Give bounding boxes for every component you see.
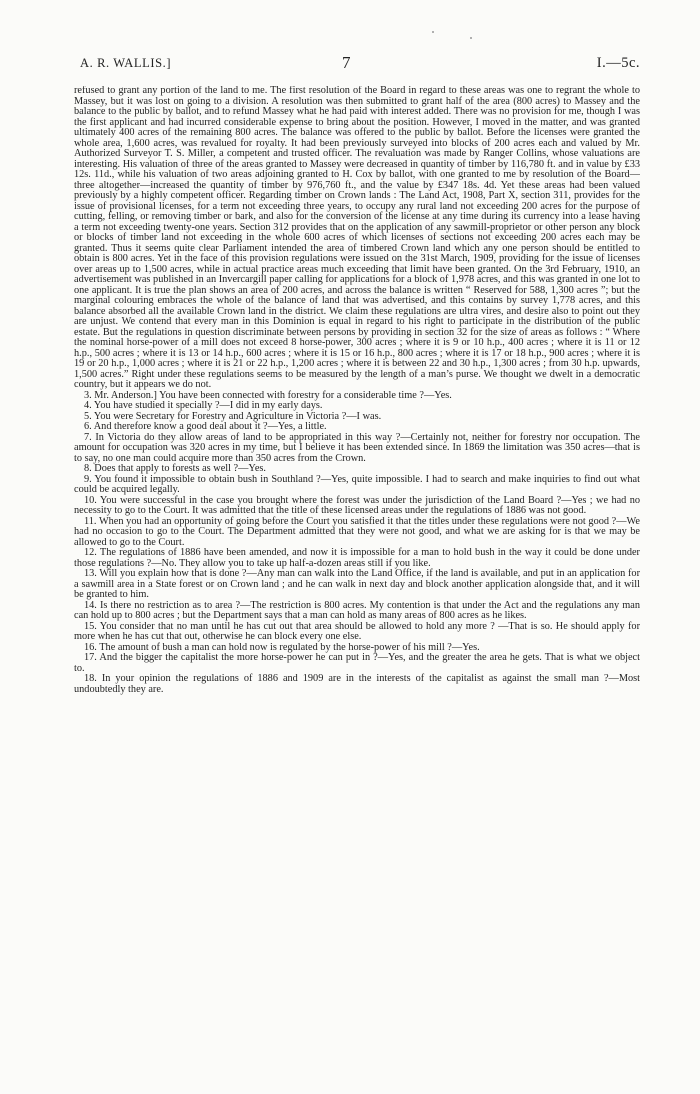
paragraph-question-11: 11. When you had an opportunity of going before the Court you satisfied it that the titles under these regulations were not good ?—We had no occasion to go to the Court. The Department admitted that they were not good, and what we are asking for is that we may be allowed to go to the Court. bbox=[74, 515, 640, 548]
paragraph-testimony-continued: refused to grant any portion of the land to me. The first resolution of the Board in regard to these areas was one to regrant the whole to Massey, but it was lost on going to a division. A resolution was then submitted to grant half of the area (800 acres) to Massey and the balance to the public by ballot, and to refund Massey what he had paid with interest added. There was no provision for me, though I was the first applicant and had incurred considerable expense to bring about the position. However, I moved in the matter, and was granted ultimately 400 acres of the remaining 800 acres. The balance was offered to the public by ballot. Before the licenses were granted the whole area, 1,600 acres, was revalued for royalty. It had been previously surveyed into blocks of 200 acres each and valued by Mr. Authorized Surveyor T. S. Miller, a competent and trusted officer. The revaluation was made by Ranger Collins, whose valuations are interesting. His valuation of three of the areas granted to Massey were decreased in quantity of timber by 116,780 ft. and in value by £33 12s. 11d., while his valuation of two areas adjoining granted to H. Cox by ballot, with one granted to me by resolution of the Board—three altogether—increased the quantity of timber by 976,760 ft., and the value by £347 18s. 4d. Yet these areas had been valued previously by a highly competent officer. Regarding timber on Crown lands : The Land Act, 1908, Part X, section 311, provides for the issue of provisional licenses, for a term not exceeding three years, to occupy any rural land not exceeding 200 acres for the purpose of cutting, felling, or removing timber or bark, and also for the conversion of the license at any time during its currency into a lease having a term not exceeding twenty-one years. Section 312 provides that on the application of any sawmill-proprietor or other person any block or blocks of timber land not exceeding in the whole 600 acres of which licenses of sections not exceeding 200 acres each may be granted. Thus it seems quite clear Parliament intended the area of timbered Crown land which any one person should be entitled to obtain is 800 acres. Yet in the face of this provision regulations were issued on the 31st March, 1909, providing for the issue of licenses over areas up to 1,500 acres, while in actual practice areas much exceeding that limit have been granted. On the 3rd February, 1910, an advertisement was published in an Invercargill paper calling for applications for a block of 1,978 acres, and this was granted in one lot to one applicant. It is true the plan shows an area of 200 acres, and across the balance is written “ Reserved for 588, 1,300 acres ”; but the marginal colouring embraces the whole of the balance of land that was advertised, and this contains by survey 1,778 acres, and this balance absorbed all the available Crown land in the district. We claim these regulations are ultra vires, and desire also to point out they are unjust. We contend that every man in this Dominion is equal in regard to his right to participate in the distribution of the public estate. But the regulations in question discriminate between persons by providing in section 32 for the size of areas as follows : “ Where the nominal horse-power of a mill does not exceed 8 horse-power, 300 acres ; where it is 9 or 10 h.p., 400 acres ; where it is 11 or 12 h.p., 500 acres ; where it is 13 or 14 h.p., 600 acres ; where it is 15 or 16 h.p., 800 acres ; where it is 17 or 18 h.p., 900 acres ; where it is 19 or 20 h.p., 1,000 acres ; where it is 21 or 22 h.p., 1,200 acres ; where it is between 22 and 30 h.p., 1,300 acres ; from 30 h.p. upwards, 1,500 acres.” Right under these regulations seems to be measured by the length of a man’s purse. We thought we dwelt in a democratic country, but it appears we do not. bbox=[74, 86, 640, 390]
paragraph-question-15: 15. You consider that no man until he has cut out that area should be allowed to hold any more ? —That is so. He should apply for more when he has cut that out, otherwise he can block every one else. bbox=[74, 620, 640, 642]
paragraph-question-5: 5. You were Secretary for Forestry and Agriculture in Victoria ?—I was. bbox=[84, 410, 382, 422]
paragraph-question-8: 8. Does that apply to forests as well ?—Yes. bbox=[84, 463, 266, 474]
paragraph-question-16: 16. The amount of bush a man can hold now is regulated by the horse-power of his mill ?—Yes. bbox=[84, 641, 480, 653]
paragraph-question-17: 17. And the bigger the capitalist the more horse-power he can put in ?—Yes, and the greater the area he gets. That is what we object to. bbox=[74, 652, 640, 674]
paragraph-question-9: 9. You found it impossible to obtain bush in Southland ?—Yes, quite impossible. I had to search and make inquiries to find out what could be acquired legally. bbox=[74, 473, 640, 495]
paragraph-question-10: 10. You were successful in the case you brought where the forest was under the jurisdiction of the Land Board ?—Yes ; we had no necessity to go to the Court. It was admitted that the title of these licensed areas under the regulations of 1886 was not good. bbox=[74, 494, 640, 516]
scan-speck bbox=[432, 31, 434, 33]
paragraph-question-14: 14. Is there no restriction as to area ?—The restriction is 800 acres. My contention is that under the Act and the regulations any man can hold up to 800 acres ; but the Department says that a man can hold as many areas of 800 acres as he likes. bbox=[74, 599, 640, 621]
paper-reference: I.—5c. bbox=[596, 55, 640, 71]
paragraph-question-3: 3. Mr. Anderson.] You have been connected with forestry for a considerable time ?—Yes. bbox=[84, 389, 452, 401]
page-body bbox=[74, 86, 640, 1051]
page-number: 7 bbox=[342, 53, 351, 72]
paragraph-question-4: 4. You have studied it specially ?—I did in my early days. bbox=[84, 400, 323, 411]
paragraph-question-13: 13. Will you explain how that is done ?—Any man can walk into the Land Office, if the land is available, and put in an application for a sawmill area in a State forest or on Crown land ; and he can walk in next day and block another application alongside that, and it will be granted to him. bbox=[74, 568, 640, 600]
paragraph-question-18: 18. In your opinion the regulations of 1886 and 1909 are in the interests of the capitalist as against the small man ?—Most undoubtedly they are. bbox=[74, 673, 640, 695]
paragraph-question-12: 12. The regulations of 1886 have been amended, and now it is impossible for a man to hold bush in the way it could be done under those regulations ?—No. They allow you to take up half-a-dozen areas still if you like. bbox=[74, 547, 640, 569]
paragraph-question-7: 7. In Victoria do they allow areas of land to be appropriated in this way ?—Certainly not, neither for forestry nor occupation. The amount for occupation was 320 acres in my time, but I believe it has been extended since. In 1869 the limitation was 350 acres—that is to say, no one man could acquire more than 350 acres from the Crown. bbox=[74, 431, 640, 464]
paragraph-question-6: 6. And therefore know a good deal about it ?—Yes, a little. bbox=[84, 421, 327, 432]
header-witness-name: A. R. WALLIS.] bbox=[80, 56, 172, 70]
page-header bbox=[80, 53, 640, 72]
scan-speck bbox=[470, 37, 472, 39]
